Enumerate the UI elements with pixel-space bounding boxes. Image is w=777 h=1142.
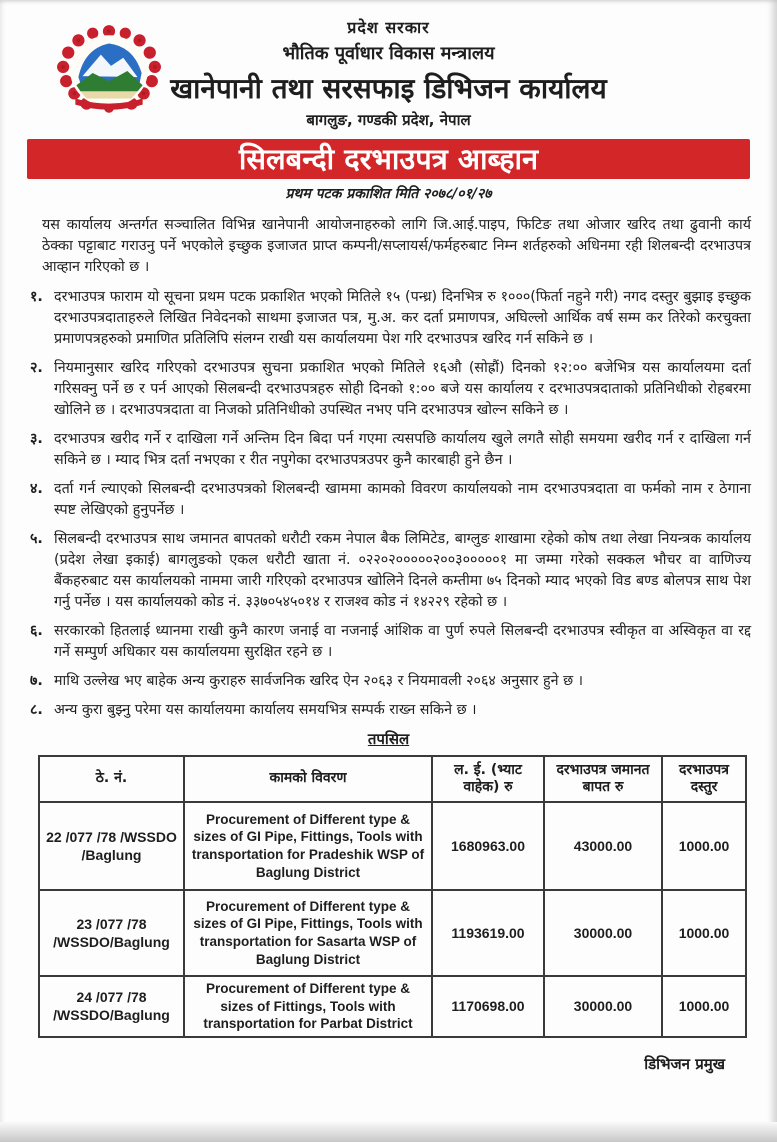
term-number: १.: [30, 289, 43, 305]
term-number: ८.: [30, 702, 43, 718]
term-item-5: [30, 529, 751, 613]
estimate-cell: 1680963.00: [432, 802, 544, 890]
notice-body: [30, 215, 751, 721]
government-line: प्रदेश सरकार: [347, 18, 430, 37]
term-item-6: [30, 621, 751, 663]
table-header-row: [39, 756, 746, 802]
term-item-1: [30, 287, 751, 350]
table-row: [39, 802, 746, 890]
term-text: नियमानुसार खरिद गरिएको दरभाउपत्र सुचना प्रकाशित भएको मितिले १६औ (सोह्रौं) दिनको १२:०० बजेभित्र यस कार्यालयमा दर्ता गरिसक्नु पर्ने छ र पर्न आएको सिलबन्दी दरभाउपत्रहरु सोही दिनको १:०० बजे यस कार्यालय र दरभाउपत्रदाताको प्रतिनिधीको रोहबरमा खोलिने छ । दरभाउपत्रदाता वा निजको प्रतिनिधीको उपस्थित नभए पनि दरभाउपत्र खोल्न सकिने छ ।: [54, 360, 751, 418]
term-item-4: [30, 479, 751, 521]
term-text: माथि उल्लेख भए बाहेक अन्य कुराहरु सार्वजनिक खरिद ऐन २०६३ र नियमावली २०६४ अनुसार हुने छ ।: [54, 673, 584, 689]
column-header-fee: दरभाउपत्र दस्तुर: [662, 756, 746, 802]
contract-no-cell: 24 /077 /78 /WSSDO/Baglung: [39, 976, 184, 1037]
fee-cell: 1000.00: [662, 890, 746, 976]
term-number: ५.: [30, 531, 43, 547]
nepal-government-emblem-icon: [56, 24, 162, 120]
office-name: खानेपानी तथा सरसफाइ डिभिजन कार्यालय: [170, 72, 607, 105]
ministry-line: भौतिक पूर्वाधार विकास मन्त्रालय: [282, 43, 495, 64]
schedule-table: [38, 755, 747, 1038]
column-header-bid-security: दरभाउपत्र जमानत बापत रु: [544, 756, 662, 802]
term-text: दरभाउपत्र फाराम यो सूचना प्रथम पटक प्रकाशित भएको मितिले १५ (पन्ध्र) दिनभित्र रु १०००(फिर्ता नहुने गरी) नगद दस्तुर बुझाइ इच्छुक दरभाउपत्रदाताहरुले लिखित निवेदनको साथमा इजाजत पत्र, मु.अ. कर दर्ता प्रमाणपत्र, अघिल्लो आर्थिक वर्ष सम्म कर तिरेको करचुक्ता प्रमाणपत्रहरुको प्रमाणित प्रतिलिपि संलग्न राखी यस कार्यालयमा पेश गरि दरभाउपत्र खरिद गर्न सकिने छ ।: [54, 289, 751, 347]
deposit-cell: 30000.00: [544, 890, 662, 976]
published-date-line: प्रथम पटक प्रकाशित मिति २०७८/०१/२७: [285, 186, 492, 202]
table-row: [39, 976, 746, 1037]
term-number: ३.: [30, 431, 43, 447]
scan-edge: [0, 1122, 777, 1142]
column-header-estimate: ल. ई. (भ्याट वाहेक) रु: [432, 756, 544, 802]
table-row: [39, 890, 746, 976]
term-text: सरकारको हितलाई ध्यानमा राखी कुनै कारण जनाई वा नजनाई आंशिक वा पुर्ण रुपले सिलबन्दी दरभाउपत्र स्वीकृत वा अस्विकृत वा रद्द गर्ने सम्पुर्ण अधिकार यस कार्यालयमा सुरक्षित रहने छ ।: [54, 623, 751, 660]
term-item-7: [30, 671, 751, 692]
fee-cell: 1000.00: [662, 976, 746, 1037]
estimate-cell: 1193619.00: [432, 890, 544, 976]
term-text: सिलबन्दी दरभाउपत्र साथ जमानत बापतको धरौटी रकम नेपाल बैक लिमिटेड, बाग्लुङ शाखामा रहेको कोष तथा लेखा नियन्त्रक कार्यालय (प्रदेश लेखा इकाई) बागलुङको एकल धरौटी खाता नं. ०२२०२०००००२००३०००००१ मा जम्मा गरेको सक्कल भौचर वा वाणिज्य बैंकहरुबाट यस कार्यालयको नाममा जारी गरिएको दरभाउपत्र खोलिने दिनले कम्तीमा ७५ दिनको म्याद भएको विड बण्ड बोलपत्र साथ पेश गर्नु पर्नेछ । यस कार्यालयको कोड नं. ३३७०५४५०१४ र राजश्व कोड नं १४२२९ रहेको छ ।: [54, 531, 751, 610]
description-cell: Procurement of Different type & sizes of Fittings, Tools with transportation for Parbat District: [184, 976, 432, 1037]
intro-paragraph: यस कार्यालय अन्तर्गत सञ्चालित विभिन्न खानेपानी आयोजनाहरुको लागि जि.आई.पाइप, फिटिङ तथा ओजार खरिद तथा ढुवानी कार्य ठेक्का पट्टाबाट गराउनु पर्ने भएकोले इच्छुक इजाजत प्राप्त कम्पनी/सप्लायर्स/फर्महरुबाट निम्न शर्तहरुको अधिनमा रही शिलबन्दी दरभाउपत्र आव्हान गरिएको छ ।: [42, 217, 751, 275]
contract-no-cell: 23 /077 /78 /WSSDO/Baglung: [39, 890, 184, 976]
term-number: ७.: [30, 673, 43, 689]
schedule-title: तपसिल: [367, 730, 410, 748]
letterhead: [0, 0, 777, 130]
description-cell: Procurement of Different type & sizes of GI Pipe, Fittings, Tools with transportation for Pradeshik WSP of Baglung District: [184, 802, 432, 890]
deposit-cell: 43000.00: [544, 802, 662, 890]
term-item-2: [30, 358, 751, 421]
term-number: ६.: [30, 623, 43, 639]
term-number: ४.: [30, 481, 43, 497]
term-text: अन्य कुरा बुझ्नु परेमा यस कार्यालयमा कार्यालय समयभित्र सम्पर्क राख्न सकिने छ ।: [54, 702, 477, 718]
notice-title: सिलबन्दी दरभाउपत्र आब्हान: [238, 142, 539, 176]
term-text: दरभाउपत्र खरीद गर्ने र दाखिला गर्ने अन्तिम दिन बिदा पर्न गएमा त्यसपछि कार्यालय खुले लगतै सोही समयमा खरीद गर्न र दाखिला गर्न सकिने छ । म्याद भित्र दर्ता नभएका र रीत नपुगेका दरभाउपत्रउपर कुनै कारबाही हुने छैन ।: [54, 431, 751, 468]
term-item-3: [30, 429, 751, 471]
contract-no-cell: 22 /077 /78 /WSSDO /Baglung: [39, 802, 184, 890]
address-line: बागलुङ, गण्डकी प्रदेश, नेपाल: [306, 111, 471, 129]
notice-title-banner: [27, 139, 750, 179]
signature-label: डिभिजन प्रमुख: [644, 1054, 725, 1073]
term-number: २.: [30, 360, 43, 376]
column-header-contract-no: ठे. नं.: [39, 756, 184, 802]
description-cell: Procurement of Different type & sizes of GI Pipe, Fittings, Tools with transportation for Sasarta WSP of Baglung District: [184, 890, 432, 976]
deposit-cell: 30000.00: [544, 976, 662, 1037]
column-header-work-description: कामको विवरण: [184, 756, 432, 802]
term-item-8: [30, 700, 751, 721]
term-text: दर्ता गर्न ल्याएको सिलबन्दी दरभाउपत्रको शिलबन्दी खाममा कामको विवरण कार्यालयको नाम दरभाउपत्रदाता वा फर्मको नाम र ठेगाना स्पष्ट लेखिएको हुनुपर्नेछ ।: [54, 481, 751, 518]
fee-cell: 1000.00: [662, 802, 746, 890]
estimate-cell: 1170698.00: [432, 976, 544, 1037]
